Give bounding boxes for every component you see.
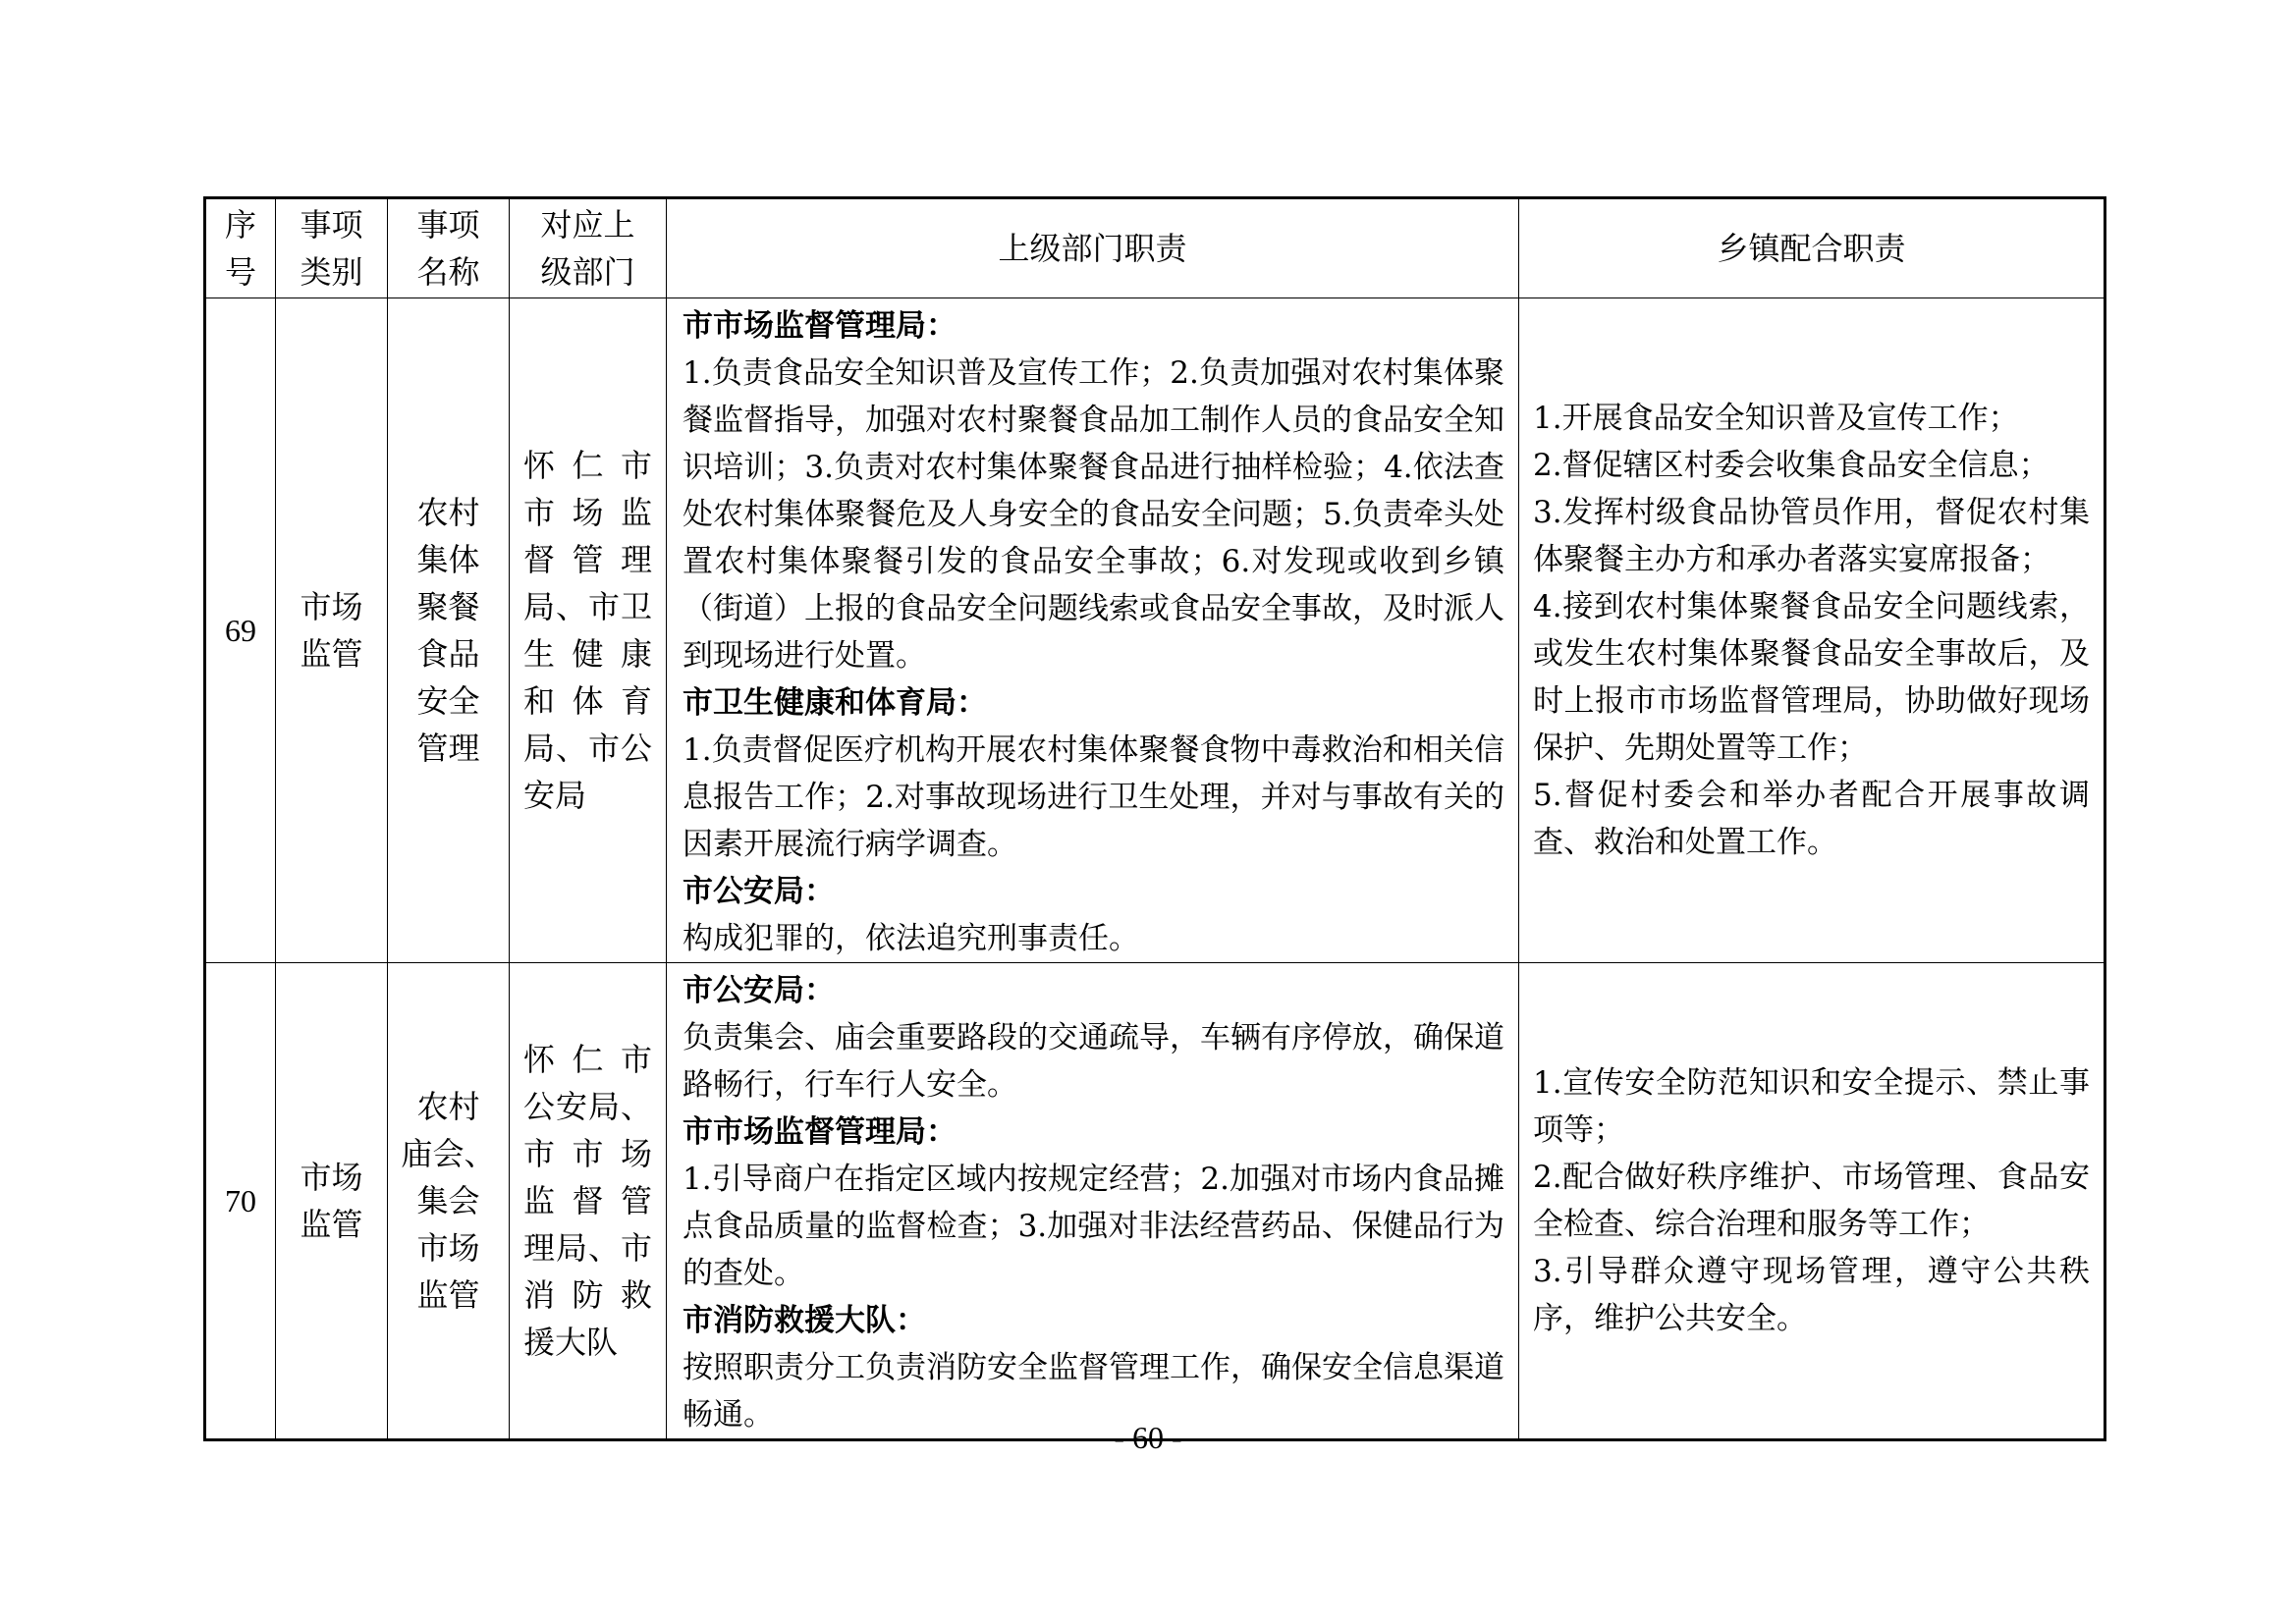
duty-section-text: 按照职责分工负责消防安全监督管理工作，确保安全信息渠道畅通。 bbox=[683, 1350, 1504, 1433]
row-town-duties bbox=[1519, 963, 2105, 1440]
row-category: 市场 监管 bbox=[276, 298, 388, 963]
town-duty-item: 1.宣传安全防范知识和安全提示、禁止事项等； bbox=[1533, 1065, 2090, 1148]
town-duty-item: 1.开展食品安全知识普及宣传工作； bbox=[1533, 401, 2019, 436]
header-seq: 序 号 bbox=[205, 198, 276, 298]
row-category: 市场 监管 bbox=[276, 963, 388, 1440]
table-row bbox=[205, 963, 2105, 1440]
row-seq: 69 bbox=[205, 298, 276, 963]
town-duty-item: 2.配合做好秩序维护、市场管理、食品安全检查、综合治理和服务等工作； bbox=[1533, 1160, 2090, 1242]
duty-section-title: 市公安局： bbox=[683, 874, 835, 909]
duty-section-title: 市市场监督管理局： bbox=[683, 308, 957, 344]
town-duty-item: 5.督促村委会和举办者配合开展事故调查、救治和处置工作。 bbox=[1533, 778, 2090, 860]
row-upper-duties bbox=[667, 298, 1519, 963]
duty-section-text: 1.引导商户在指定区域内按规定经营；2.加强对市场内食品摊点食品质量的监督检查；3.加强对非法经营药品、保健品行为的查处。 bbox=[683, 1162, 1504, 1291]
page-number: - 60 - bbox=[1114, 1420, 1182, 1455]
row-dept: 怀仁市 市场监 督管理 局、市卫 生健康 和体育 局、市公 安局 bbox=[510, 298, 667, 963]
row-dept: 怀仁市 公安局、 市市场 监督管 理局、市 消防救 援大队 bbox=[510, 963, 667, 1440]
duty-section-text: 1.负责食品安全知识普及宣传工作；2.负责加强对农村集体聚餐监督指导，加强对农村聚餐食品加工制作人员的食品安全知识培训；3.负责对农村集体聚餐食品进行抽样检验；4.依法查处农村集体聚餐危及人身安全的食品安全问题；5.负责牵头处置农村集体聚餐引发的食品安全事故；6.对发现或收到乡镇（街道）上报的食品安全问题线索或食品安全事故，及时派人到现场进行处置。 bbox=[683, 355, 1504, 674]
duty-section-title: 市卫生健康和体育局： bbox=[683, 685, 987, 721]
row-seq: 70 bbox=[205, 963, 276, 1440]
header-dept: 对应上 级部门 bbox=[510, 198, 667, 298]
duty-section-text: 1.负责督促医疗机构开展农村集体聚餐食物中毒救治和相关信息报告工作；2.对事故现场进行卫生处理，并对与事故有关的因素开展流行病学调查。 bbox=[683, 732, 1504, 862]
row-upper-duties bbox=[667, 963, 1519, 1440]
duty-section-text: 构成犯罪的，依法追究刑事责任。 bbox=[683, 921, 1139, 956]
header-upper-duties: 上级部门职责 bbox=[667, 198, 1519, 298]
row-town-duties bbox=[1519, 298, 2105, 963]
table-row bbox=[205, 298, 2105, 963]
row-item-name: 农村 集体 聚餐 食品 安全 管理 bbox=[388, 298, 510, 963]
responsibility-table bbox=[203, 196, 2106, 1441]
duty-section-text: 负责集会、庙会重要路段的交通疏导，车辆有序停放，确保道路畅行，行车行人安全。 bbox=[683, 1020, 1504, 1103]
town-duty-item: 3.发挥村级食品协管员作用，督促农村集体聚餐主办方和承办者落实宴席报备； bbox=[1533, 495, 2090, 577]
town-duty-item: 4.接到农村集体聚餐食品安全问题线索，或发生农村集体聚餐食品安全事故后，及时上报市市场监督管理局，协助做好现场保护、先期处置等工作； bbox=[1533, 589, 2090, 766]
town-duty-item: 3.引导群众遵守现场管理，遵守公共秩序，维护公共安全。 bbox=[1533, 1254, 2090, 1336]
header-name: 事项 名称 bbox=[388, 198, 510, 298]
duty-section-title: 市市场监督管理局： bbox=[683, 1114, 957, 1150]
town-duty-item: 2.督促辖区村委会收集食品安全信息； bbox=[1533, 448, 2050, 483]
header-town-duties: 乡镇配合职责 bbox=[1519, 198, 2105, 298]
header-category: 事项 类别 bbox=[276, 198, 388, 298]
row-item-name: 农村 庙会、 集会 市场 监管 bbox=[388, 963, 510, 1440]
duty-section-title: 市消防救援大队： bbox=[683, 1303, 926, 1338]
table-header-row bbox=[205, 198, 2105, 298]
duty-section-title: 市公安局： bbox=[683, 973, 835, 1008]
